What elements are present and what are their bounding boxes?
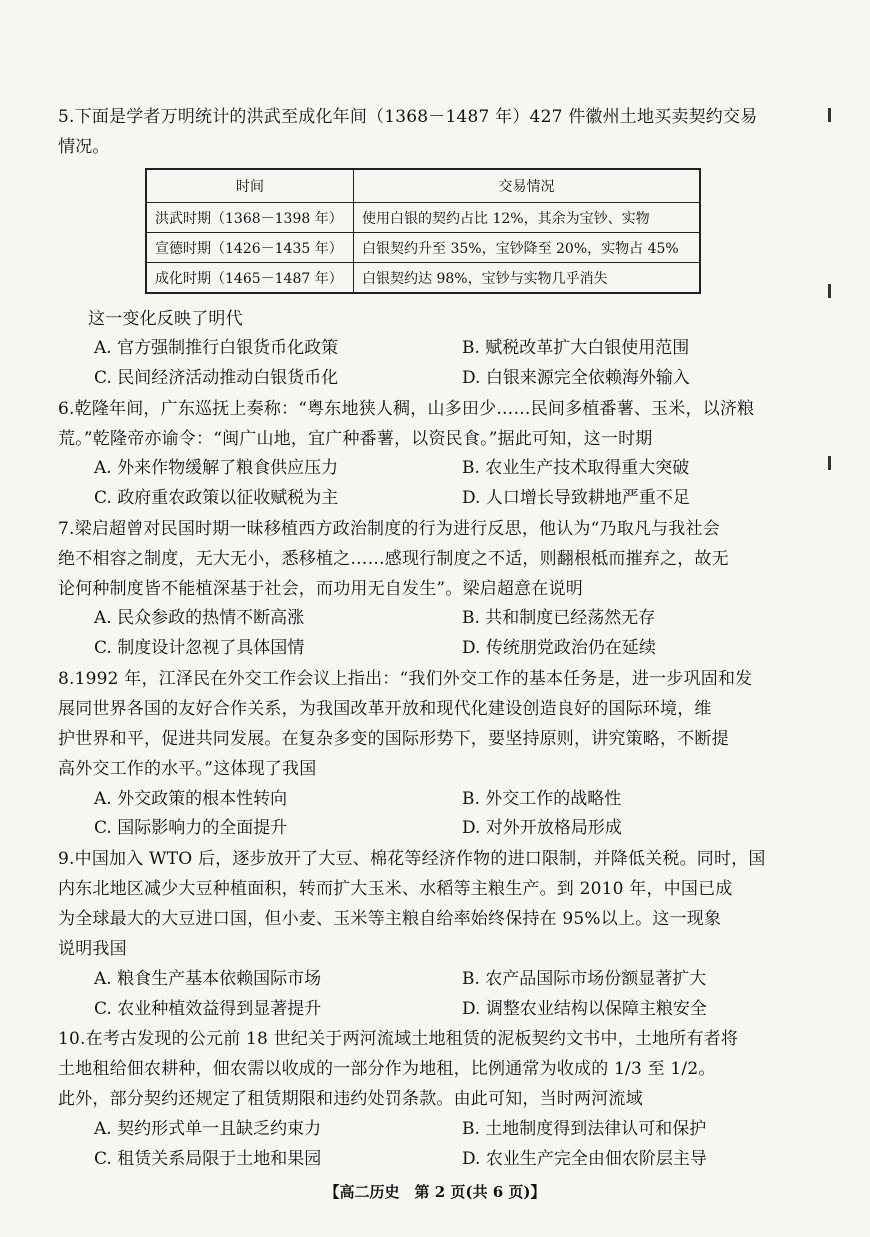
q6-option-d[interactable]: D. 人口增长导致耕地严重不足: [462, 488, 690, 508]
q8-stem-line-1: 8.1992 年，江泽民在外交工作会议上指出：“我们外交工作的基本任务是，进一步巩固和发: [58, 669, 753, 689]
table-header-time: 时间: [146, 169, 354, 203]
page-footer: 【高二历史 第 2 页(共 6 页)】: [324, 1183, 546, 1201]
q8-stem-line-2: 展同世界各国的友好合作关系，为我国改革开放和现代化建设创造良好的国际环境，维: [58, 699, 712, 719]
q10-stem-line-2: 土地租给佃农耕种，佃农需以收成的一部分作为地租，比例通常为收成的 1/3 至 1/2。: [58, 1059, 716, 1079]
q5-option-d[interactable]: D. 白银来源完全依赖海外输入: [462, 368, 690, 388]
q7-option-a[interactable]: A. 民众参政的热情不断高涨: [94, 608, 305, 628]
binding-mark: [828, 108, 831, 122]
q9-option-c[interactable]: C. 农业种植效益得到显著提升: [94, 999, 322, 1019]
q7-stem-line-2: 绝不相容之制度，无大无小，悉移植之……感现行制度之不适，则翻根柢而摧弃之，故无: [58, 549, 729, 569]
q7-stem-line-3: 论何种制度皆不能植深基于社会，而功用无自发生”。梁启超意在说明: [58, 579, 583, 599]
q9-option-a[interactable]: A. 粮食生产基本依赖国际市场: [94, 969, 322, 989]
q10-option-d[interactable]: D. 农业生产完全由佃农阶层主导: [462, 1149, 707, 1169]
q9-stem-line-2: 内东北地区减少大豆种植面积，转而扩大玉米、水稻等主粮生产。到 2010 年，中国已成: [58, 879, 733, 899]
table-cell-period: 宣德时期（1426－1435 年）: [146, 233, 354, 263]
binding-mark: [828, 456, 831, 470]
q8-option-b[interactable]: B. 外交工作的战略性: [462, 789, 622, 809]
q10-stem-line-1: 10.在考古发现的公元前 18 世纪关于两河流域土地租赁的泥板契约文书中，土地所有者将: [58, 1029, 739, 1049]
q6-option-c[interactable]: C. 政府重农政策以征收赋税为主: [94, 488, 339, 508]
q6-stem-line-1: 6.乾隆年间，广东巡抚上奏称：“粤东地狭人稠，山多田少……民间多植番薯、玉米，以济粮: [58, 399, 755, 419]
q7-option-d[interactable]: D. 传统朋党政治仍在延续: [462, 638, 656, 658]
q10-option-a[interactable]: A. 契约形式单一且缺乏约束力: [94, 1119, 322, 1139]
table-cell-period: 成化时期（1465－1487 年）: [146, 263, 354, 294]
q8-stem-line-3: 护世界和平，促进共同发展。在复杂多变的国际形势下，要坚持原则，讲究策略，不断提: [58, 729, 729, 749]
table-cell-period: 洪武时期（1368－1398 年）: [146, 203, 354, 233]
q9-option-d[interactable]: D. 调整农业结构以保障主粮安全: [462, 999, 707, 1019]
table-row: [146, 233, 700, 263]
q10-stem-line-3: 此外，部分契约还规定了租赁期限和违约处罚条款。由此可知，当时两河流域: [58, 1089, 643, 1109]
table-cell-trade: 白银契约升至 35%，宝钞降至 20%，实物占 45%: [354, 233, 701, 263]
q7-option-c[interactable]: C. 制度设计忽视了具体国情: [94, 638, 305, 658]
table-row: [146, 263, 700, 294]
q10-option-c[interactable]: C. 租赁关系局限于土地和果园: [94, 1149, 322, 1169]
table-header-row: [146, 169, 700, 203]
q7-stem-line-1: 7.梁启超曾对民国时期一昧移植西方政治制度的行为进行反思，他认为“乃取凡与我社会: [58, 519, 720, 539]
q9-stem-line-1: 9.中国加入 WTO 后，逐步放开了大豆、棉花等经济作物的进口限制，并降低关税。同时，国: [58, 849, 766, 869]
q9-stem-line-4: 说明我国: [58, 939, 127, 959]
binding-mark: [828, 284, 831, 298]
q9-stem-line-3: 为全球最大的大豆进口国，但小麦、玉米等主粮自给率始终保持在 95%以上。这一现象: [58, 909, 722, 929]
q8-option-a[interactable]: A. 外交政策的根本性转向: [94, 789, 288, 809]
table-header-trade: 交易情况: [354, 169, 701, 203]
q7-option-b[interactable]: B. 共和制度已经荡然无存: [462, 608, 656, 628]
q5-option-b[interactable]: B. 赋税改革扩大白银使用范围: [462, 338, 690, 358]
q6-option-a[interactable]: A. 外来作物缓解了粮食供应压力: [94, 458, 339, 478]
q5-option-a[interactable]: A. 官方强制推行白银货币化政策: [94, 338, 339, 358]
q5-option-c[interactable]: C. 民间经济活动推动白银货币化: [94, 368, 339, 388]
q9-option-b[interactable]: B. 农产品国际市场份额显著扩大: [462, 969, 707, 989]
table-cell-trade: 白银契约达 98%，宝钞与实物几乎消失: [354, 263, 701, 294]
q5-question: 这一变化反映了明代: [88, 309, 243, 329]
q10-option-b[interactable]: B. 土地制度得到法律认可和保护: [462, 1119, 707, 1139]
q6-stem-line-2: 荒。”乾隆帝亦谕令：“闽广山地，宜广种番薯，以资民食。”据此可知，这一时期: [58, 429, 653, 449]
q8-option-d[interactable]: D. 对外开放格局形成: [462, 818, 622, 838]
q8-stem-line-4: 高外交工作的水平。”这体现了我国: [58, 759, 317, 779]
table-cell-trade: 使用白银的契约占比 12%，其余为宝钞、实物: [354, 203, 701, 233]
q5-stem-line-1: 5.下面是学者万明统计的洪武至成化年间（1368－1487 年）427 件徽州土地买卖契约交易: [58, 107, 758, 127]
q6-option-b[interactable]: B. 农业生产技术取得重大突破: [462, 458, 690, 478]
trade-table: [145, 168, 701, 294]
table-row: [146, 203, 700, 233]
q8-option-c[interactable]: C. 国际影响力的全面提升: [94, 818, 288, 838]
q5-stem-line-2: 情况。: [58, 137, 110, 157]
